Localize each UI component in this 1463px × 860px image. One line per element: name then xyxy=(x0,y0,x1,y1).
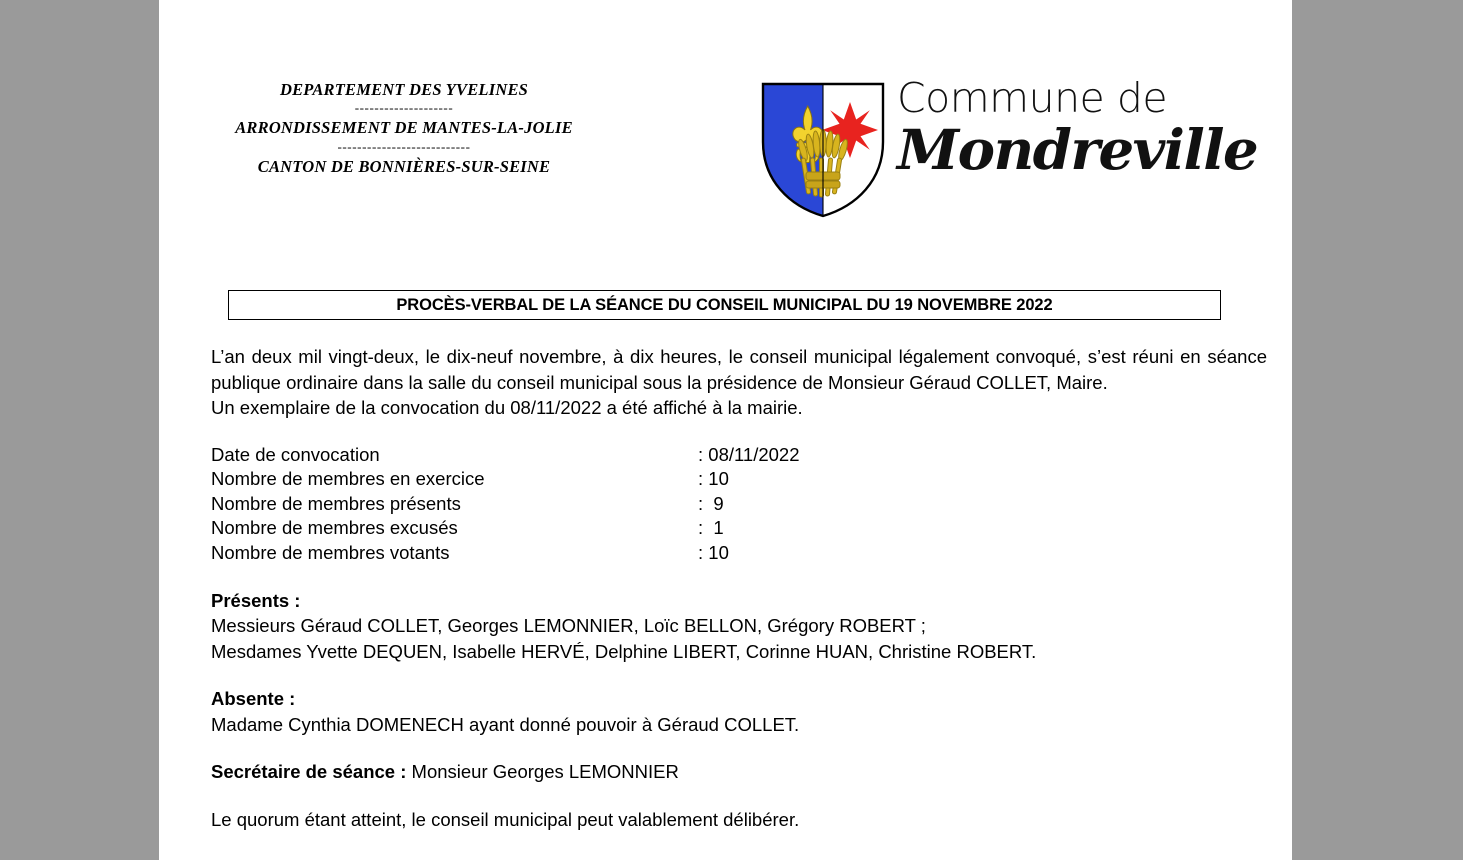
presents-line-messieurs: Messieurs Géraud COLLET, Georges LEMONNIER, Loïc BELLON, Grégory ROBERT ; xyxy=(211,615,926,637)
commune-logo xyxy=(759,70,1258,230)
quorum-line: Le quorum étant atteint, le conseil municipal peut valablement délibérer. xyxy=(211,808,800,830)
count-label: Date de convocation xyxy=(211,443,380,465)
table-row xyxy=(211,492,800,517)
count-label: Nombre de membres en exercice xyxy=(211,468,485,490)
count-label: Nombre de membres votants xyxy=(211,541,450,563)
document-page xyxy=(159,0,1292,860)
count-value: : 10 xyxy=(698,468,729,490)
intro-paragraph: L’an deux mil vingt-deux, le dix-neuf novembre, à dix heures, le conseil municipal légalement convoqué, s’est réuni en séance publique ordinaire dans la salle du conseil municipal sous la présidence de Monsieur Géraud COLLET, Maire. xyxy=(211,346,1267,393)
letterhead xyxy=(159,70,1292,245)
member-counts-table xyxy=(211,443,800,566)
absente-line: Madame Cynthia DOMENECH ayant donné pouvoir à Géraud COLLET. xyxy=(211,713,800,735)
table-row xyxy=(211,516,800,541)
canton-line: CANTON DE BONNIÈRES-SUR-SEINE xyxy=(257,156,551,176)
logo-wordmark xyxy=(897,74,1258,182)
document-title-box xyxy=(228,290,1221,320)
secretaire-value: Monsieur Georges LEMONNIER xyxy=(411,761,679,783)
secretaire-label: Secrétaire de séance : xyxy=(211,761,407,783)
spacer xyxy=(211,737,1267,759)
header-separator-1: -------------------- xyxy=(354,100,454,116)
count-value: : 08/11/2022 xyxy=(698,443,800,465)
logo-line-mondreville: Mondreville xyxy=(897,117,1258,182)
administrative-header xyxy=(204,78,604,178)
secretaire-line xyxy=(211,759,1267,785)
count-label: Nombre de membres présents xyxy=(211,492,461,514)
table-row xyxy=(211,467,800,492)
count-value: : 10 xyxy=(698,541,729,563)
coat-of-arms-icon xyxy=(759,80,887,220)
count-value: : 1 xyxy=(698,517,724,539)
count-value: : 9 xyxy=(698,492,724,514)
table-row xyxy=(211,443,800,468)
logo-line-commune: Commune de xyxy=(897,74,1168,122)
presents-line-mesdames: Mesdames Yvette DEQUEN, Isabelle HERVÉ, Delphine LIBERT, Corinne HUAN, Christine ROBERT. xyxy=(211,640,1037,662)
arrondissement-line: ARRONDISSEMENT DE MANTES-LA-JOLIE xyxy=(235,118,573,138)
spacer xyxy=(211,785,1267,807)
page-title: PROCÈS-VERBAL DE LA SÉANCE DU CONSEIL MUNICIPAL DU 19 NOVEMBRE 2022 xyxy=(396,295,1053,314)
department-line: DEPARTEMENT DES YVELINES xyxy=(279,80,529,99)
count-label: Nombre de membres excusés xyxy=(211,517,458,539)
document-body xyxy=(211,344,1267,832)
spacer xyxy=(211,566,1267,588)
table-row xyxy=(211,541,800,566)
convocation-line: Un exemplaire de la convocation du 08/11/2022 a été affiché à la mairie. xyxy=(211,397,803,419)
spacer xyxy=(211,421,1267,443)
spacer xyxy=(211,664,1267,686)
absente-heading: Absente : xyxy=(211,688,296,710)
header-separator-2: --------------------------- xyxy=(337,138,471,154)
presents-heading: Présents : xyxy=(211,589,301,611)
